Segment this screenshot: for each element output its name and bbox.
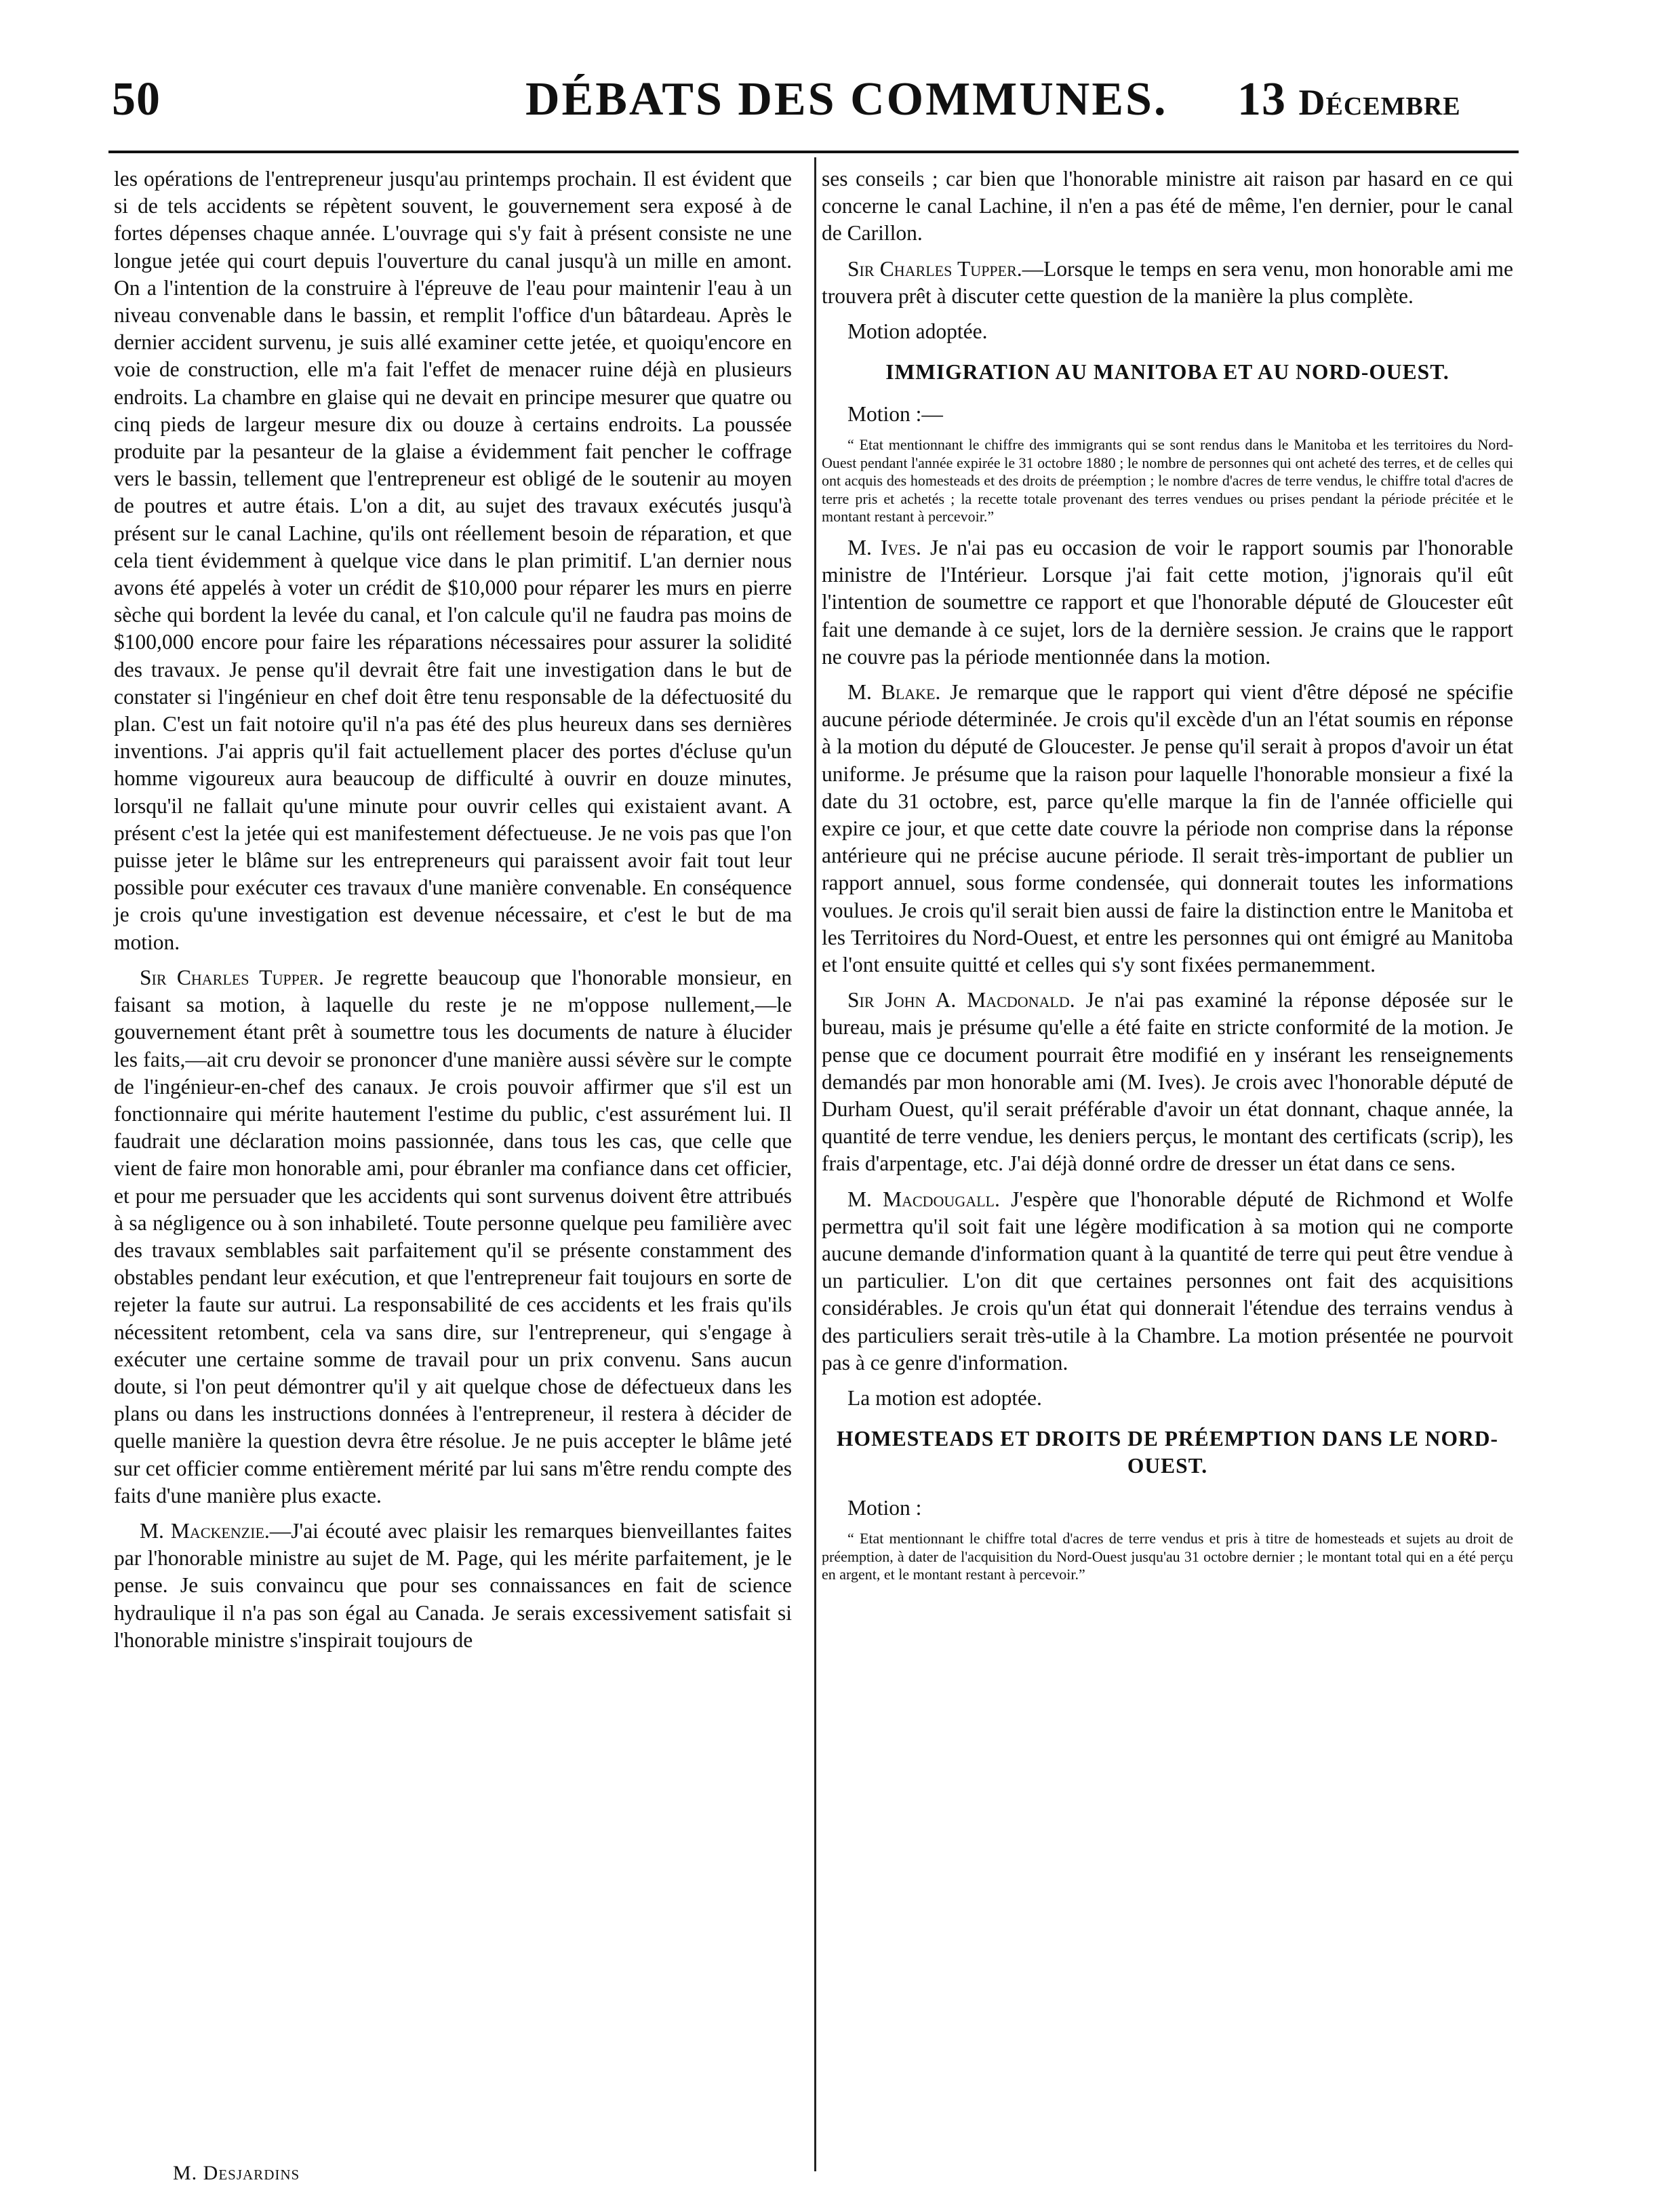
speech-text: Je n'ai pas eu occasion de voir le rapport soumis par l'honorable ministre de l'Intérieur. Lorsque j'ai fait cette motion, j'ignorais qu'il eût l'intention de soumettre ce rapport et que l'honorable député de Gloucester eût fait une demande à ce sujet, lors de la dernière session. Je crains que le rapport ne couvre pas la période mentionnée dans la motion. [822, 535, 1513, 669]
speech-text: Je n'ai pas examiné la réponse déposée sur le bureau, mais je présume qu'elle a été faite en stricte conformité de la motion. Je pense que ce document pourrait être modifié en y insérant les renseignements demandés par mon honorable ami (M. Ives). Je crois avec l'honorable député de Durham Ouest, qu'il serait préférable d'avoir un état donnant, chaque année, la quantité de terre vendue, les deniers perçus, le montant des certificats (scrip), les frais d'arpentage, etc. J'ai déjà donné ordre de dresser un état dans ce sens. [822, 988, 1514, 1176]
motion-label: Motion :— [847, 402, 943, 427]
page-date [1237, 73, 1461, 125]
paragraph [822, 256, 1513, 310]
section-heading: HOMESTEADS ET DROITS DE PRÉEMPTION DANS LE NORD-OUEST. [837, 1427, 1498, 1478]
paragraph [114, 964, 792, 1509]
paragraph: les opérations de l'entrepreneur jusqu'au printemps prochain. Il est évident que si de tels accidents se répètent souvent, le gouvernement sera exposé à de fortes dépenses chaque année. L'ouvrage qui s'y fait à présent consiste ne une longue jetée qui court depuis l'ouverture du canal jusqu'à un mille en amont. On a l'intention de la construire à l'épreuve de l'eau pour maintenir l'eau à un niveau convenable dans le bassin, et remplit l'office d'un bâtardeau. Après le dernier accident survenu, je suis allé examiner cette jetée, et quoiqu'encore en voie de construction, elle m'a fait l'effet de menacer ruine déjà en plusieurs endroits. La chambre en glaise qui ne devait en principe mesurer que quatre ou cinq pieds de largeur mesure dix ou douze à certains endroits. La poussée produite par la pesanteur de la glaise a évidemment fait pencher le coffrage vers le bassin, tellement que l'entrepreneur est obligé de le soutenir au moyen de poutres et autre étais. L'on a dit, au sujet des travaux exécutés jusqu'à présent sur le canal Lachine, qu'ils ont réellement besoin de réparation, et que cela tient évidemment à quelque vice dans le plan primitif. L'an dernier nous avons été appelés à voter un crédit de $10,000 pour réparer les murs en pierre sèche qui bordent la levée du canal, et l'on calcule qu'il ne faudra pas moins de $100,000 encore pour faire les réparations nécessaires pour assurer la solidité des travaux. Je pense qu'il devrait être fait une investigation dans le but de constater si l'ingénieur en chef doit être tenu responsable de la défectuosité du plan. C'est un fait notoire qu'il n'a pas été des plus heureux dans ses dernières inventions. J'ai appris qu'il fait actuellement placer des portes d'écluse qu'un homme vigoureux aura beaucoup de difficulté à ouvrir en douze minutes, lorsqu'il ne fallait qu'une minute pour ouvrir celles qui existaient avant. A présent c'est la jetée qui est manifestement défectueuse. Je ne vois pas que l'on puisse jeter le blâme sur les entrepreneurs qui paraissent avoir fait tout leur possible pour exécuter ces travaux d'une manière convenable. En conséquence je crois qu'une investigation est devenue nécessaire, et c'est le but de ma motion. [114, 167, 792, 954]
paragraph [822, 534, 1513, 671]
speaker-name: M. Mackenzie. [140, 1518, 270, 1543]
paragraph [822, 679, 1513, 979]
motion-label: Motion : [847, 1496, 922, 1520]
left-column [114, 165, 792, 1662]
paragraph: La motion est adoptée. [847, 1386, 1042, 1410]
speech-text: Je remarque que le rapport qui vient d'être déposé ne spécifie aucune période déterminée. Je crois qu'il excède d'un an l'état soumis en réponse à la motion du député de Gloucester. Je pense qu'il serait à propos d'avoir un état uniforme. Je présume que la raison pour laquelle l'honorable monsieur a fixé la date du 31 octobre, est, parce qu'elle marque la fin de l'année officielle qui expire ce jour, et que cette date couvre la période non comprise dans la réponse antérieure qui ne précise aucune période. Il serait très-important de publier un rapport annuel, sous forme condensée, qui donnerait toutes les informations voulues. Je crois qu'il serait bien aussi de faire la distinction entre le Manitoba et les Territoires du Nord-Ouest, et entre les personnes qui ont émigré au Manitoba et l'ont ensuite quitté et celles qui s'y sont fixées permanemment. [822, 679, 1514, 976]
column-divider [814, 157, 816, 2171]
right-column [822, 165, 1513, 1592]
catchword: M. Desjardins [173, 2162, 300, 2184]
speaker-name: M. Ives. [847, 535, 921, 559]
speaker-name: M. Blake. [847, 679, 941, 704]
speaker-name: M. Macdougall. [847, 1187, 1000, 1211]
motion-quote: “ Etat mentionnant le chiffre total d'acres de terre vendus et pris à titre de homesteads et sujets au droit de préemption, à dater de l'acquisition du Nord-Ouest jusqu'au 31 octobre dernier ; le montant total qui en a été perçu en argent, et le montant restant à percevoir.” [822, 1530, 1513, 1583]
paragraph [822, 987, 1513, 1177]
paragraph: ses conseils ; car bien que l'honorable ministre ait raison par hasard en ce qui concerne le canal Lachine, il n'en a pas été de même, l'en dernier, pour le canal de Carillon. [822, 167, 1513, 245]
date-day: 13 [1237, 73, 1286, 125]
motion-quote: “ Etat mentionnant le chiffre des immigrants qui se sont rendus dans le Manitoba et les territoires du Nord-Ouest pendant l'année expirée le 31 octobre 1880 ; le nombre de personnes qui ont acheté des terres, et de celles qui ont acquis des homesteads et des droits de préemption ; le nombre d'acres de terre vendus, le chiffre total d'acres de terre pris et achetés ; la recette totale provenant des terres vendues ou prises pendant la période précitée et le montant restant à percevoir.” [822, 436, 1513, 526]
header-rule [108, 151, 1519, 153]
section-heading: IMMIGRATION AU MANITOBA ET AU NORD-OUEST. [885, 360, 1449, 384]
speaker-name: Sir John A. Macdonald. [847, 988, 1075, 1012]
page-number: 50 [112, 73, 161, 125]
speaker-name: Sir Charles Tupper. [847, 256, 1022, 281]
speech-text: Je regrette beaucoup que l'honorable monsieur, en faisant sa motion, à laquelle du reste je ne m'oppose nullement,—le gouvernement étant prêt à soumettre tous les documents de nature à élucider les faits,—ait cru devoir se prononcer d'une manière aussi sévère sur le compte de l'ingénieur-en-chef des canaux. Je crois pouvoir affirmer que s'il est un fonctionnaire qui mérite hautement l'estime du public, c'est assurément lui. Il faudrait une déclaration moins passionnée, dans tous les cas, que celle que vient de faire mon honorable ami, pour ébranler ma confiance dans cet officier, et pour me persuader que les accidents qui sont survenus doivent être attribués à sa négligence ou à son inhabileté. Toute personne quelque peu familière avec des travaux semblables sait parfaitement qu'il se présente constamment des obstables pendant leur exécution, et que l'entrepreneur fait toujours en sorte de rejeter la faute sur autrui. La responsabilité de ces accidents et les frais qu'ils nécessitent retombent, cela va sans dire, sur l'entrepreneur, qui s'engage à exécuter une certaine somme de travail pour un prix convenu. Sans aucun doute, si l'on peut démontrer qu'il y ait quelque chose de défectueux dans les plans ou dans les instructions données à l'entrepreneur, il restera à décider de quelle manière la question devra être résolue. Je ne puis accepter le blâme jeté sur cet officier comme entièrement mérité par lui sans m'être rendu compte des faits d'une manière plus exacte. [114, 965, 793, 1507]
speaker-name: Sir Charles Tupper. [140, 965, 324, 989]
speech-text: J'espère que l'honorable député de Richmond et Wolfe permettra qu'il soit fait une légère modification à sa motion qui ne comporte aucune demande d'information quant à la quantité de terre qui peut être vendue à un particulier. L'on dit que certaines personnes ont fait des acquisitions considérables. Je crois qu'un état qui donnerait l'étendue des terrains vendus à des particuliers serait très-utile à la Chambre. La motion présentée ne pourvoit pas à ce genre d'information. [822, 1187, 1513, 1375]
page-title: DÉBATS DES COMMUNES. [525, 73, 1168, 125]
paragraph [114, 1518, 792, 1654]
speech-text: —Lorsque le temps en sera venu, mon honorable ami me trouvera prêt à discuter cette question de la manière la plus complète. [822, 256, 1514, 308]
paragraph [822, 1186, 1513, 1377]
speech-text: —J'ai écouté avec plaisir les remarques bienveillantes faites par l'honorable ministre au sujet de M. Page, qui les mérite parfaitement, je le pense. Je suis convaincu que pour ses connaissances en fait de science hydraulique il n'a pas son égal au Canada. Je serais excessivement satisfait si l'honorable ministre s'inspirait toujours de [114, 1518, 792, 1652]
date-month: Décembre [1298, 82, 1461, 123]
paragraph: Motion adoptée. [847, 319, 988, 344]
